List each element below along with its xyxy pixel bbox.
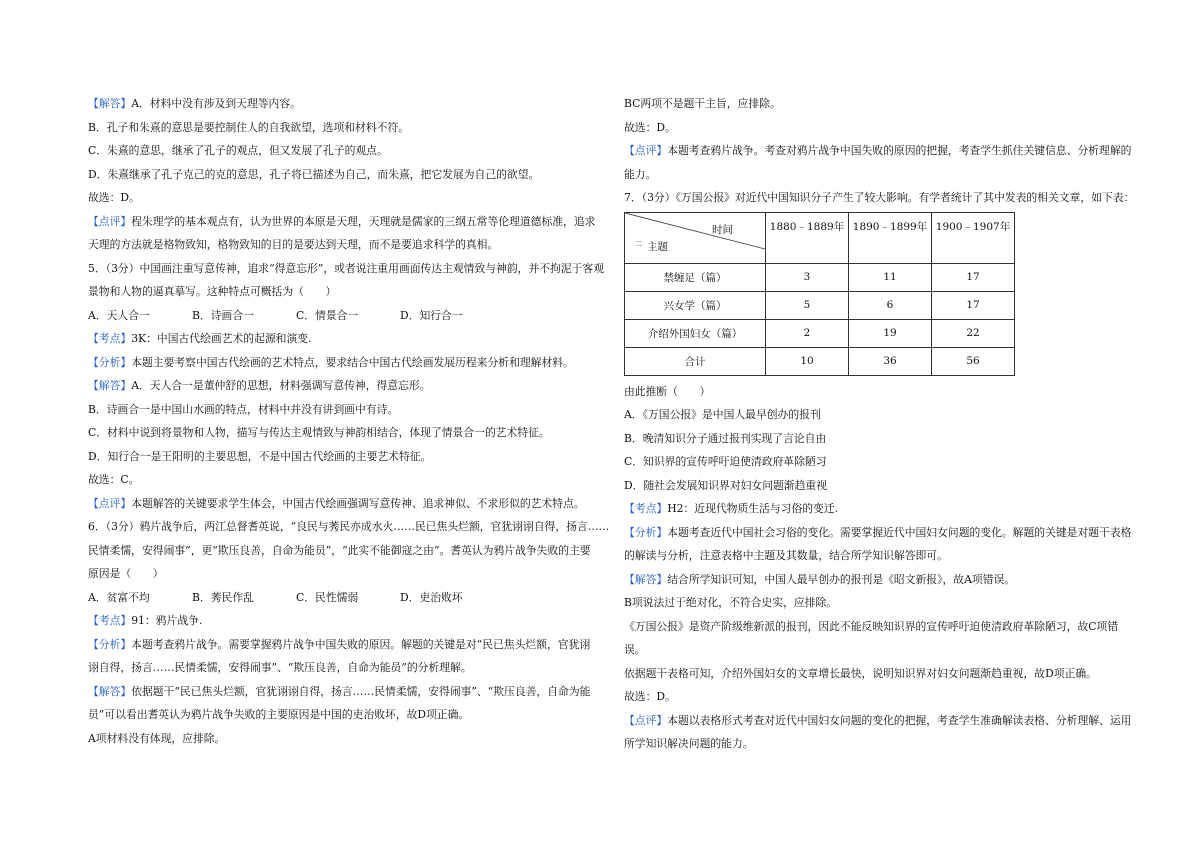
section-tag: 【解答】 xyxy=(88,379,132,392)
text-line xyxy=(624,403,1124,427)
table-cell: 19 xyxy=(849,319,932,347)
text-line xyxy=(88,116,588,140)
text-line xyxy=(88,515,610,539)
section-tag: 【分析】 xyxy=(88,355,132,369)
text-line xyxy=(624,163,1124,187)
table-cell: 17 xyxy=(932,291,1015,319)
section-tag: 【解答】 xyxy=(624,572,668,586)
line-text: C．朱熹的意思，继承了孔子的观点，但又发展了孔子的观点。 xyxy=(88,144,388,157)
section-tag: 【点评】 xyxy=(624,713,668,727)
answer-options xyxy=(88,304,588,328)
header-topic: 主题 xyxy=(647,240,668,253)
answer-option: B．莠民作乱 xyxy=(192,590,254,604)
text-line xyxy=(88,374,588,398)
row-label: 合计 xyxy=(625,347,766,375)
section-tag: 【考点】 xyxy=(88,332,132,345)
line-text: D．朱熹继承了孔子克己的克的意思，孔子将已描述为自己，而朱熹，把它发展为自己的欲望。 xyxy=(88,167,540,181)
section-tag: 【考点】 xyxy=(624,502,668,515)
line-text: B项说法过于绝对化，不符合史实，应排除。 xyxy=(624,596,838,609)
text-line xyxy=(624,427,1124,451)
section-tag: 【考点】 xyxy=(88,614,132,627)
text-line xyxy=(624,568,1124,592)
text-line xyxy=(624,139,1132,163)
line-text: C．材料中说到将景物和人物，描写与传达主观情致与神韵相结合，体现了情景合一的艺术特征。 xyxy=(88,426,550,439)
statistics-table xyxy=(624,212,1015,376)
section-tag: 【点评】 xyxy=(88,496,132,510)
text-line xyxy=(88,633,591,657)
line-text: 结合所学知识可知，中国人最早创办的报刊是《昭文新报》，故A项错误。 xyxy=(667,572,1016,586)
row-label: 禁缠足（篇） xyxy=(625,263,766,291)
line-text: 故选：D。 xyxy=(624,690,676,703)
text-line xyxy=(624,709,1132,733)
table-cell: 17 xyxy=(932,263,1015,291)
text-line xyxy=(624,638,1124,662)
text-line xyxy=(624,116,1124,140)
line-text: 原因是（ ） xyxy=(88,567,164,580)
table-cell: 10 xyxy=(766,347,849,375)
line-text: 5．（3分）中国画注重写意传神，追求“得意忘形”，或者说注重用画面传达主观情致与神韵，并不拘泥于客观 xyxy=(88,261,605,275)
line-text: 由此推断（ ） xyxy=(624,384,711,398)
text-line xyxy=(88,186,588,210)
text-line xyxy=(88,727,588,751)
header-mark: 二 xyxy=(635,239,642,248)
line-text: 程朱理学的基本观点有，认为世界的本原是天理，天理就是儒家的三纲五常等伦理道德标准，追求 xyxy=(131,214,596,228)
table-row xyxy=(625,319,1015,347)
line-text: 故选：C。 xyxy=(88,473,140,486)
text-line xyxy=(88,492,588,516)
text-line xyxy=(88,163,588,187)
line-text: A项材料没有体现，应排除。 xyxy=(88,731,226,745)
text-line xyxy=(88,351,588,375)
text-line xyxy=(624,92,1124,116)
text-line xyxy=(88,210,596,234)
line-text: 景物和人物的逼真摹写。这种特点可概括为（ ） xyxy=(88,285,337,298)
line-text: 3K：中国古代绘画艺术的起源和演变. xyxy=(131,332,312,345)
text-line xyxy=(624,186,1135,210)
answer-option: C．民性懦弱 xyxy=(296,590,359,604)
text-line xyxy=(88,257,605,281)
table-cell: 6 xyxy=(849,291,932,319)
answer-option: C．情景合一 xyxy=(296,308,359,322)
text-line xyxy=(624,521,1132,545)
row-label: 介绍外国妇女（篇） xyxy=(625,319,766,347)
line-text: 本题以表格形式考查对近代中国妇女问题的变化的把握，考查学生准确解读表格、分析理解、运用 xyxy=(667,713,1132,727)
line-text: 依据题干“民已焦头烂额，官犹诩诩自得，扬言……民情柔懦，安得闹事”、“欺压良善，自命为能 xyxy=(131,684,591,698)
text-line xyxy=(624,591,1124,615)
line-text: D．知行合一是王阳明的主要思想，不是中国古代绘画的主要艺术特征。 xyxy=(88,449,432,463)
section-tag: 【分析】 xyxy=(624,525,668,539)
text-line xyxy=(624,685,1124,709)
answer-options xyxy=(88,586,588,610)
right-top-text xyxy=(624,92,1135,210)
table-header-row xyxy=(625,212,1015,263)
section-tag: 【分析】 xyxy=(88,637,132,651)
line-text: 所学知识解决问题的能力。 xyxy=(624,737,754,750)
text-line xyxy=(88,562,588,586)
line-text: 天理的方法就是格物致知，格物致知的目的是要达到天理，而不是要追求科学的真相。 xyxy=(88,238,499,251)
text-line xyxy=(88,703,588,727)
answer-option: B．诗画合一 xyxy=(192,308,254,322)
line-text: 本题考查鸦片战争。需要掌握鸦片战争中国失败的原因。解题的关键是对“民已焦头烂额，官犹诩 xyxy=(131,637,591,651)
line-text: 本题解答的关键要求学生体会，中国古代绘画强调写意传神、追求神似、不求形似的艺术特点。 xyxy=(131,496,585,510)
table-wrapper xyxy=(624,212,1124,376)
period-header: 1880﹣1889年 xyxy=(766,212,849,263)
text-line xyxy=(88,445,588,469)
line-text: A．材料中没有涉及到天理等内容。 xyxy=(131,97,301,110)
line-text: 依据题干表格可知，介绍外国妇女的文章增长最快，说明知识界对妇女问题渐趋重视，故D项正确。 xyxy=(624,666,1097,680)
text-line xyxy=(88,656,588,680)
text-line xyxy=(88,680,591,704)
row-label: 兴女学（篇） xyxy=(625,291,766,319)
table-row xyxy=(625,291,1015,319)
line-text: 故选：D。 xyxy=(624,120,676,134)
line-text: 本题考查鸦片战争。考查对鸦片战争中国失败的原因的把握，考查学生抓住关键信息、分析理解的 xyxy=(667,144,1132,157)
answer-option: A．天人合一 xyxy=(88,308,150,322)
line-text: B．孔子和朱熹的意思是要控制住人的自我欲望，选项和材料不符。 xyxy=(88,120,410,134)
period-header: 1890﹣1899年 xyxy=(849,212,932,263)
right-bottom-text xyxy=(624,380,1132,756)
text-line xyxy=(88,92,588,116)
text-line xyxy=(88,280,588,304)
text-line xyxy=(88,327,588,351)
table-cell: 2 xyxy=(766,319,849,347)
answer-option: D．知行合一 xyxy=(400,308,463,322)
text-line xyxy=(624,544,1124,568)
line-text: 故选：D。 xyxy=(88,191,140,204)
section-tag: 【解答】 xyxy=(88,97,132,110)
line-text: H2：近现代物质生活与习俗的变迁. xyxy=(667,502,839,515)
left-column xyxy=(88,92,610,750)
line-text: 《万国公报》是资产阶级维新派的报刊，因此不能反映知识界的宣传呼吁迫使清政府革除陋习，故C项错 xyxy=(624,619,1119,633)
diagonal-line xyxy=(625,213,765,263)
section-tag: 【点评】 xyxy=(88,214,132,228)
text-line xyxy=(624,732,1124,756)
text-line xyxy=(624,497,1124,521)
table-diagonal-header xyxy=(625,212,766,263)
table-row xyxy=(625,263,1015,291)
text-line xyxy=(88,398,588,422)
line-text: B．晚清知识分子通过报刊实现了言论自由 xyxy=(624,431,827,445)
line-text: 本题考查近代中国社会习俗的变化。需要掌握近代中国妇女问题的变化。解题的关键是对题干表格 xyxy=(667,525,1132,539)
text-line xyxy=(88,421,588,445)
line-text: 员”可以看出耆英认为鸦片战争失败的主要原因是中国的吏治败坏，故D项正确。 xyxy=(88,708,470,721)
line-text: BC两项不是题干主旨，应排除。 xyxy=(624,97,781,110)
line-text: 7．（3分）《万国公报》对近代中国知识分子产生了较大影响。有学者统计了其中发表的相关文章，如下表： xyxy=(624,191,1135,204)
line-text: 6．（3分）鸦片战争后，两江总督耆英说，“良民与莠民亦成水火……民已焦头烂额，官犹诩诩自得，扬言…… xyxy=(88,520,610,533)
line-text: 91：鸦片战争. xyxy=(131,614,203,627)
right-column xyxy=(624,92,1135,756)
table-cell: 36 xyxy=(849,347,932,375)
section-tag: 【点评】 xyxy=(624,144,668,157)
table-cell: 5 xyxy=(766,291,849,319)
text-line xyxy=(88,609,588,633)
section-tag: 【解答】 xyxy=(88,684,132,698)
line-text: A．天人合一是董仲舒的思想，材料强调写意传神，得意忘形。 xyxy=(131,379,431,392)
line-text: B．诗画合一是中国山水画的特点，材料中并没有讲到画中有诗。 xyxy=(88,402,399,416)
text-line xyxy=(88,233,588,257)
text-line xyxy=(624,450,1124,474)
table-row xyxy=(625,347,1015,375)
line-text: D．随社会发展知识界对妇女问题渐趋重视 xyxy=(624,478,827,492)
line-text: 能力。 xyxy=(624,167,657,181)
line-text: A．《万国公报》是中国人最早创办的报刊 xyxy=(624,408,821,421)
text-line xyxy=(88,539,591,563)
line-text: C．知识界的宣传呼吁迫使清政府革除陋习 xyxy=(624,455,827,468)
header-time: 时间 xyxy=(712,223,733,236)
table-cell: 11 xyxy=(849,263,932,291)
line-text: 本题主要考察中国古代绘画的艺术特点，要求结合中国古代绘画发展历程来分析和理解材料。 xyxy=(131,355,574,369)
line-text: 民情柔懦，安得闹事”，更“欺压良善，自命为能员”，“此实不能御寇之由”。耆英认为鸦片战争失败的主要 xyxy=(88,543,591,557)
text-line xyxy=(624,380,1124,404)
table-cell: 3 xyxy=(766,263,849,291)
answer-option: A．贫富不均 xyxy=(88,590,150,604)
period-header: 1900﹣1907年 xyxy=(932,212,1015,263)
text-line xyxy=(88,468,588,492)
text-line xyxy=(624,474,1124,498)
text-line xyxy=(624,615,1124,639)
line-text: 诩自得，扬言……民情柔懦，安得闹事”、“欺压良善，自命为能员”的分析理解。 xyxy=(88,661,472,674)
text-line xyxy=(624,662,1124,686)
answer-option: D．吏治败坏 xyxy=(400,590,463,604)
text-line xyxy=(88,139,588,163)
table-cell: 22 xyxy=(932,319,1015,347)
table-cell: 56 xyxy=(932,347,1015,375)
line-text: 误。 xyxy=(624,643,646,656)
line-text: 的解读与分析，注意表格中主题及其数量，结合所学知识解答即可。 xyxy=(624,549,948,562)
